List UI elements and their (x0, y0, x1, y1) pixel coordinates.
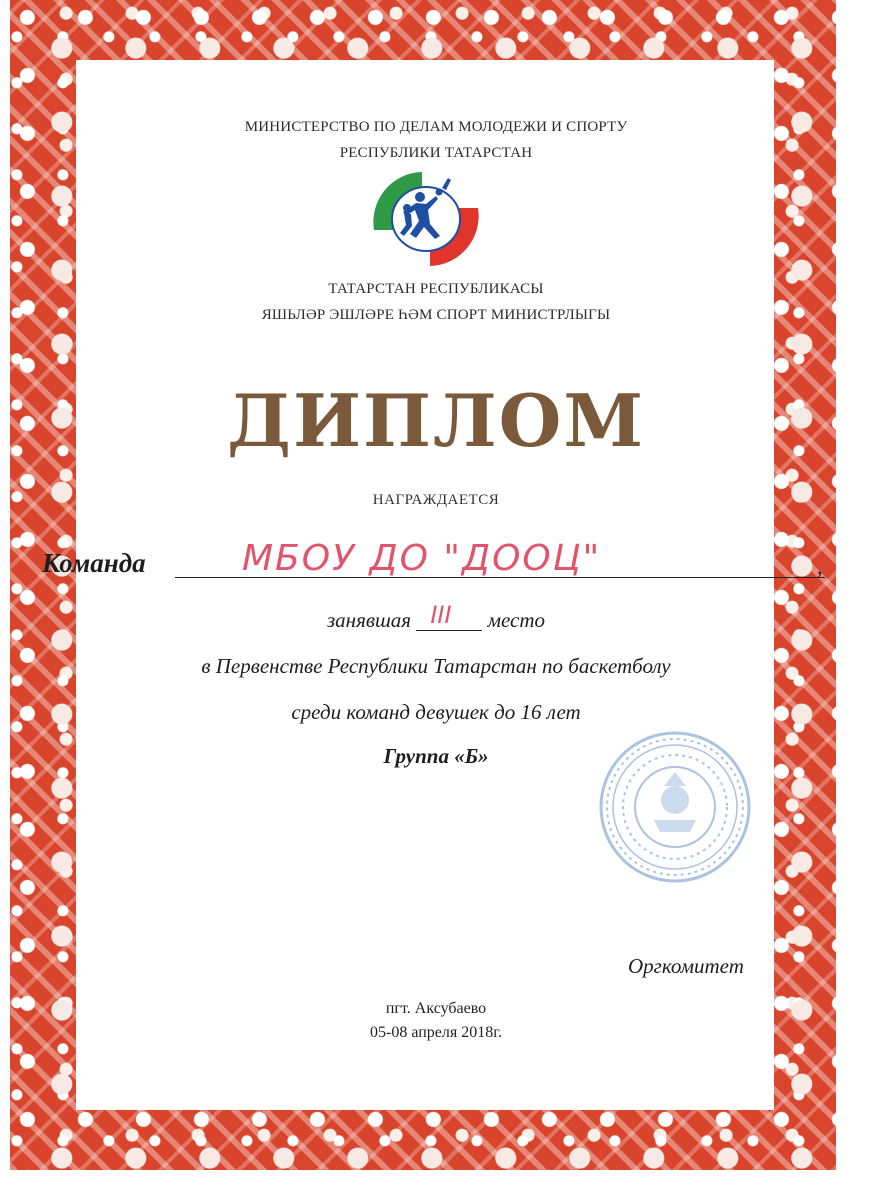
ministry-ru-line1: МИНИСТЕРСТВО ПО ДЕЛАМ МОЛОДЕЖИ И СПОРТУ (244, 119, 628, 135)
ministry-name-ru (0, 114, 872, 166)
ministry-ru-line2: РЕСПУБЛИКИ ТАТАРСТАН (339, 145, 533, 161)
official-seal-icon (596, 728, 754, 886)
diploma-title: ДИПЛОМ (226, 378, 646, 463)
team-label: Команда (42, 548, 146, 578)
ministry-tt-line1: ТАТАРСТАН РЕСПУБЛИКАСЫ (328, 281, 544, 297)
team-comma: , (817, 554, 823, 579)
team-row (42, 540, 832, 586)
date-text: 05-08 апреля 2018г. (370, 1024, 502, 1041)
team-handwritten-name: МБОУ ДО "ДООЦ" (242, 538, 602, 579)
place-prefix: занявшая (326, 608, 412, 632)
event-line-2: среди команд девушек до 16 лет (291, 700, 581, 724)
group-label: Группа «Б» (383, 744, 489, 768)
ministry-name-tt (0, 276, 872, 328)
place-line (0, 601, 872, 633)
event-line-1: в Первенстве Республики Татарстан по баскетболу (201, 654, 671, 678)
place-handwritten: III (430, 601, 452, 629)
ministry-logo-icon (364, 166, 488, 272)
location-text: пгт. Аксубаево (385, 1000, 487, 1017)
place-underline (416, 601, 482, 631)
ministry-tt-line2: ЯШЬЛӘР ЭШЛӘРЕ ҺӘМ СПОРТ МИНИСТРЛЫГЫ (261, 307, 611, 323)
place-suffix: место (487, 608, 546, 632)
awarded-text: НАГРАЖДАЕТСЯ (372, 492, 500, 508)
organizing-committee: Оргкомитет (628, 954, 744, 978)
